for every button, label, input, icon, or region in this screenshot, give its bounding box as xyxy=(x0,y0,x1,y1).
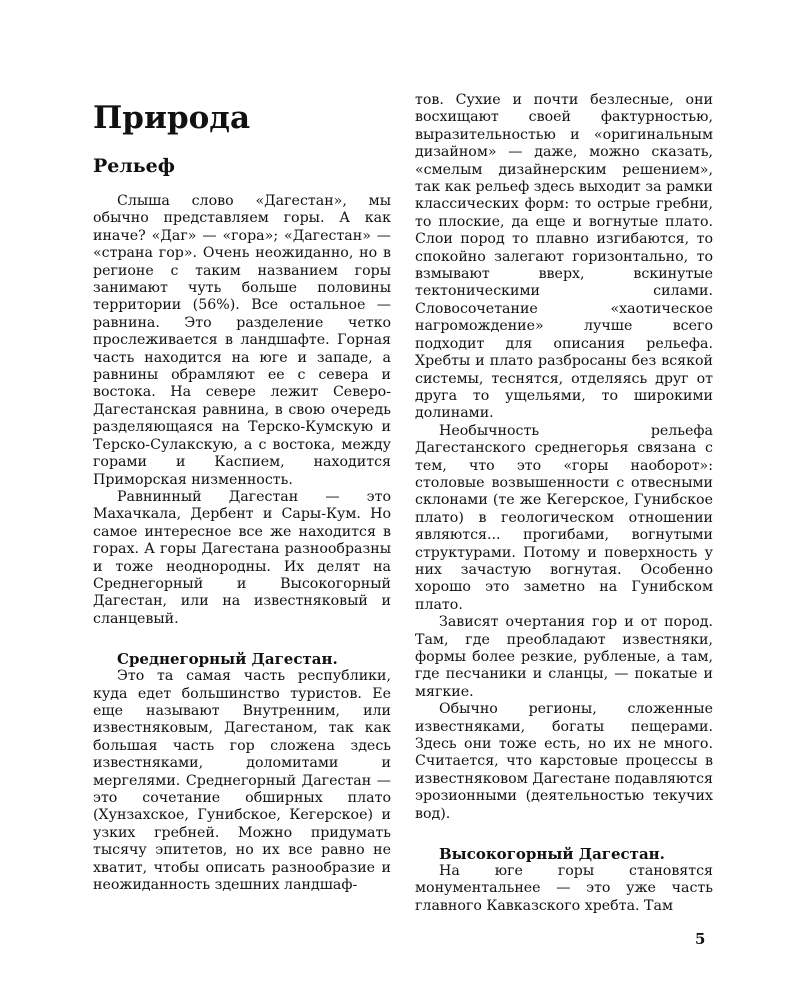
page-number: 5 xyxy=(695,930,706,948)
right-paragraph-3: Зависят очертания гор и от пород. Там, где преобладают известняки, формы более резкие, рубленые, а там, где песчаники и сланцы, — покатые и мягкие. xyxy=(415,614,713,700)
subheading-middle-mountain: Среднегорный Дагестан. xyxy=(117,650,338,669)
right-paragraph-5: На юге горы становятся монументальнее — это уже часть главного Кавказского хребта. Там xyxy=(415,863,713,914)
right-paragraph-4: Обычно регионы, сложенные известняками, богаты пещерами. Здесь они тоже есть, но их не много. Считается, что карстовые процессы в известняковом Дагестане подавляются эрозионными (деятельностью текучих вод). xyxy=(415,701,713,822)
left-paragraph-3: Это та самая часть республики, куда едет большинство туристов. Ее еще называют Внутренним, или известняковым, Дагестаном, так как большая часть гор сложена здесь известняками, доломитами и мергелями. Среднегорный Дагестан — это сочетание обширных плато (Хунзахское, Гунибское, Кегерское) и узких гребней. Можно придумать тысячу эпитетов, но их все равно не хватит, чтобы описать разнообразие и неожиданность здешних ландшаф- xyxy=(93,668,391,894)
chapter-title: Природа xyxy=(93,100,251,136)
left-paragraph-1: Слыша слово «Дагестан», мы обычно представляем горы. А как иначе? «Даг» — «гора»; «Дагестан» — «страна гор». Очень неожиданно, но в регионе с таким названием горы занимают чуть больше половины территории (56%). Все остальное — равнина. Это разделение четко прослеживается в ландшафте. Горная часть находится на юге и западе, а равнины обрамляют ее с севера и востока. На севере лежит Северо-Дагестанская равнина, в свою очередь разделяющаяся на Терско-Кумскую и Терско-Сулакскую, а с востока, между горами и Каспием, находится Приморская низменность. xyxy=(93,193,391,488)
left-paragraph-2: Равнинный Дагестан — это Махачкала, Дербент и Сары-Кум. Но самое интересное все же находится в горах. А горы Дагестана разнообразны и тоже неоднородны. Их делят на Среднегорный и Высокогорный Дагестан, или на известняковый и сланцевый. xyxy=(93,488,391,627)
right-paragraph-2: Необычность рельефа Дагестанского среднегорья связана с тем, что это «горы наоборот»: столовые возвышенности с отвесными склонами (те же Кегерское, Гунибское плато) в геологическом отношении являются... прогибами, вогнутыми структурами. Потому и поверхность у них зачастую вогнутая. Особенно хорошо это заметно на Гунибском плато. xyxy=(415,422,713,613)
section-title: Рельеф xyxy=(93,155,175,177)
right-paragraph-1: тов. Сухие и почти безлесные, они восхищают своей фактурностью, выразительностью и «оригинальным дизайном» — даже, можно сказать, «смелым дизайнерским решением», так как рельеф здесь выходит за рамки классических форм: то острые гребни, то плоские, да еще и вогнутые плато. Слои пород то плавно изгибаются, то спокойно залегают горизонтально, то взмывают вверх, вскинутые тектоническими силами. Словосочетание «хаотическое нагромождение» лучше всего подходит для описания рельефа. Хребты и плато разбросаны без всякой системы, теснятся, отделяясь друг от друга то ущельями, то широкими долинами. xyxy=(415,92,713,422)
right-column xyxy=(415,92,713,915)
subheading-high-mountain: Высокогорный Дагестан. xyxy=(439,845,665,864)
left-column xyxy=(93,92,391,894)
